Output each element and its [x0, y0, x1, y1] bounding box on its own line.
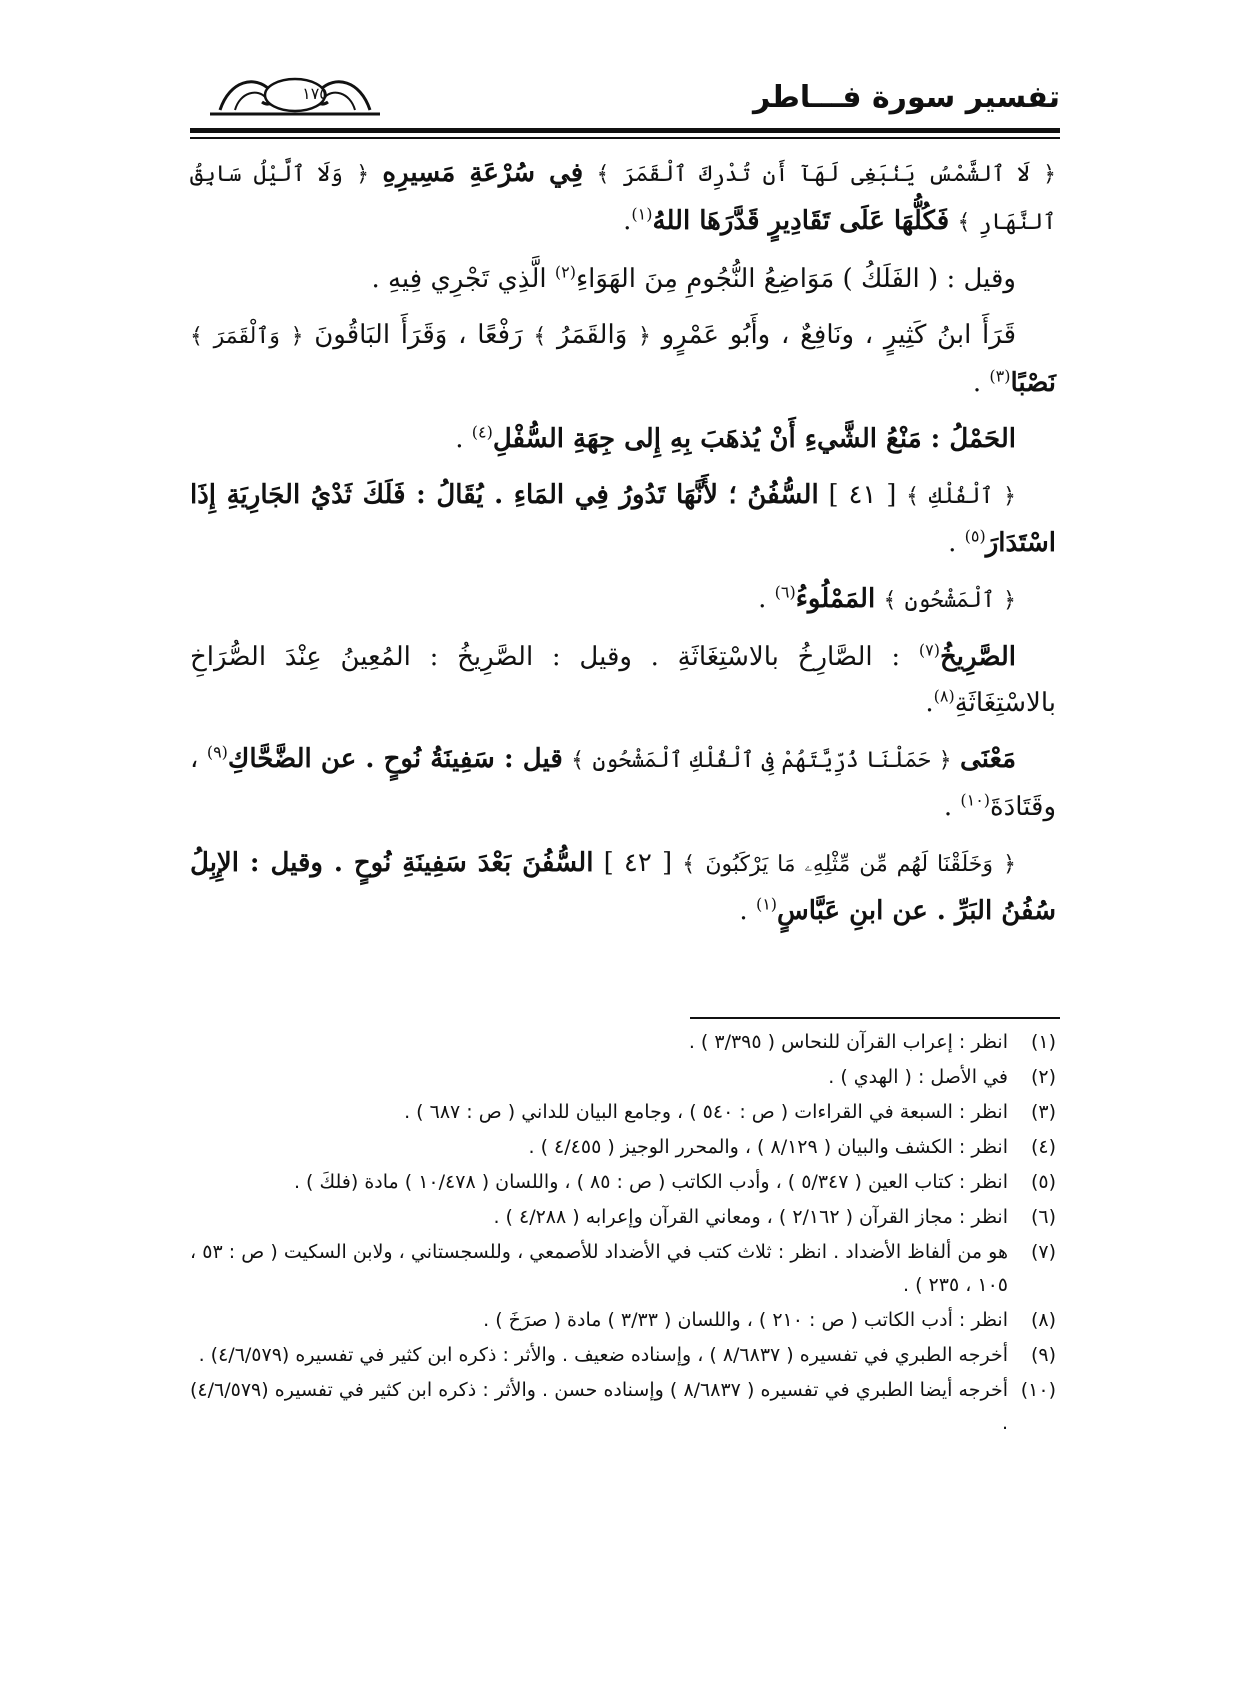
commentary-text: السُّفُنَ بَعْدَ سَفِينَةِ نُوحٍ . وقيل : الإِبِلُ سُفُنُ البَرِّ . عن ابنِ عَبَّاسٍ: [190, 848, 1056, 926]
quran-close-bracket: ﴾: [533, 324, 547, 349]
commentary-text: المَمْلُوءُ: [795, 584, 876, 614]
commentary-text: قيل : سَفِينَةُ نُوحٍ . عن الضَّحَّاكِ: [227, 744, 563, 774]
footnote-text: انظر : أدب الكاتب ( ص : ٢١٠ ) ، واللسان ( ٣/٣٣ ) مادة ( صرَخَ ) .: [483, 1309, 1008, 1331]
footnote-number: (٧): [1030, 1241, 1056, 1263]
footnote-ref: (٢): [554, 262, 576, 282]
punctuation: .: [972, 368, 982, 398]
quran-text: ٱلْفُلْكِ: [928, 484, 994, 509]
commentary-text: الحَمْلُ : مَنْعُ الشَّيءِ أَنْ يُذهَبَ بِهِ إِلى جِهَةِ السُّفْلِ: [492, 424, 1016, 454]
quran-open-bracket: ﴿: [356, 162, 370, 187]
punctuation: .: [948, 528, 957, 558]
footnote-9: [190, 1339, 1056, 1372]
quran-text: وَالقَمَرُ: [557, 320, 628, 350]
footnote-ref: (١): [755, 894, 778, 914]
header-rule-thin: [190, 137, 1060, 139]
footnote-text: أخرجه أيضا الطبري في تفسيره ( ٨/٦٨٣٧ ) وإسناده حسن . والأثر : ذكره ابن كثير في تفسيره (٤/٦/٥٧٩) .: [190, 1379, 1008, 1434]
footnote-ref: (١٠): [960, 790, 991, 810]
quran-text: وَخَلَقْنَا لَهُم مِّن مِّثْلِهِۦ مَا يَرْكَبُونَ: [705, 852, 993, 877]
paragraph-8: [190, 736, 1056, 830]
quran-text: وَلَا ٱلَّيْلُ سَابِقُ ٱلنَّهَارِ: [190, 162, 1056, 235]
quran-close-bracket: ﴾: [883, 588, 897, 613]
commentary-text: السُّفُنُ ؛ لأَنَّهَا تَدُورُ فِي المَاءِ . يُقَالُ : فَلَكَ ثَدْيُ الجَارِيَةِ إِذَا اسْتَدَارَ: [190, 480, 1056, 558]
commentary-text: الصَّرِيخُ: [939, 642, 1017, 672]
footnote-6: [190, 1201, 1056, 1234]
punctuation: .: [758, 584, 767, 614]
page-number-ornament: [210, 70, 380, 118]
footnote-text: انظر : إعراب القرآن للنحاس ( ٣/٣٩٥ ) .: [688, 1031, 1008, 1053]
punctuation: .: [943, 792, 953, 822]
footnote-2: [190, 1061, 1056, 1094]
commentary-text: نَصْبًا: [1010, 368, 1056, 398]
paragraph-2: [190, 256, 1056, 302]
footnote-number: (١٠): [1020, 1379, 1056, 1401]
footnote-text: هو من ألفاظ الأضداد . انظر : ثلاث كتب في الأضداد للأصمعي ، وللسجستاني ، ولابن السكيت ( ص : ٥٣ ، ١٠٥ ، ٢٣٥ ) .: [190, 1241, 1008, 1296]
quran-open-bracket: ﴿: [938, 748, 952, 773]
footnote-text: في الأصل : ( الهدي ) .: [828, 1066, 1008, 1088]
page-number: ١٧٥: [302, 84, 328, 103]
quran-close-bracket: ﴾: [682, 852, 696, 877]
footnote-10: [190, 1374, 1056, 1440]
quran-close-bracket: ﴾: [957, 210, 971, 235]
commentary-text: رَفْعًا ، وَقَرَأَ البَاقُونَ: [314, 320, 523, 350]
footnote-7: [190, 1236, 1056, 1302]
footnote-8: [190, 1304, 1056, 1337]
commentary-text: فِي سُرْعَةِ مَسِيرِهِ: [382, 158, 584, 188]
paragraph-9: [190, 840, 1056, 934]
paragraph-5: [190, 472, 1056, 566]
paragraph-6: [190, 576, 1056, 624]
footnote-number: (٤): [1030, 1136, 1056, 1158]
quran-close-bracket: ﴾: [596, 162, 610, 187]
footnote-number: (٥): [1030, 1171, 1056, 1193]
header-rule: [190, 128, 1060, 133]
footnote-text: أخرجه الطبري في تفسيره ( ٨/٦٨٣٧ ) ، وإسناده ضعيف . والأثر : ذكره ابن كثير في تفسيره (٤/٦/٥٧٩) .: [198, 1344, 1008, 1366]
verse-number: [ ٤١ ]: [828, 480, 897, 510]
punctuation: .: [739, 896, 748, 926]
paragraph-3: [190, 312, 1056, 406]
commentary-text: ، وقَتَادَةَ: [190, 744, 1056, 822]
quran-open-bracket: ﴿: [290, 324, 304, 349]
paragraph-1: [190, 150, 1056, 246]
footnote-5: [190, 1166, 1056, 1199]
footnote-4: [190, 1131, 1056, 1164]
paragraph-4: [190, 416, 1056, 462]
quran-text: لَا ٱلشَّمْسُ يَنۢبَغِى لَهَآ أَن تُدْرِكَ ٱلْقَمَرَ: [622, 162, 1030, 187]
commentary-text: فَكُلُّهَا عَلَى تَقَادِيرٍ قَدَّرَهَا اللهُ: [652, 206, 950, 236]
quran-text: ٱلْمَشْحُونِ: [904, 588, 995, 613]
quran-open-bracket: ﴿: [1003, 588, 1016, 613]
quran-open-bracket: ﴿: [1043, 162, 1056, 187]
footnote-ref: (٣): [989, 366, 1011, 386]
quran-close-bracket: ﴾: [906, 484, 920, 509]
footnote-ref: (٦): [774, 582, 796, 602]
footnotes: [190, 1026, 1056, 1442]
footnote-text: انظر : السبعة في القراءات ( ص : ٥٤٠ ) ، وجامع البيان للداني ( ص : ٦٨٧ ) .: [404, 1101, 1008, 1123]
surah-title: تفسير سورة فـــاطر: [752, 80, 1060, 115]
footnote-ref: (٩): [206, 742, 228, 762]
quran-open-bracket: ﴿: [1003, 852, 1016, 877]
page-header: [190, 60, 1060, 120]
footnote-ref: (٨): [933, 686, 955, 706]
quran-close-bracket: ﴾: [571, 748, 585, 773]
footnote-1: [190, 1026, 1056, 1059]
footnote-text: انظر : كتاب العين ( ٥/٣٤٧ ) ، وأدب الكاتب ( ص : ٨٥ ) ، واللسان ( ١٠/٤٧٨ ) مادة (فلكَ ) .: [293, 1171, 1008, 1193]
commentary-text: مَعْنَى: [960, 744, 1017, 774]
footnote-number: (١): [1030, 1031, 1056, 1053]
paragraph-7: [190, 634, 1056, 726]
footnote-number: (٦): [1030, 1206, 1056, 1228]
commentary-text: الَّذِي تَجْرِي فِيهِ .: [371, 264, 547, 294]
quran-open-bracket: ﴿: [637, 324, 651, 349]
commentary-text: وقيل : ( الفَلَكُ ) مَوَاضِعُ النُّجُومِ مِنَ الهَوَاءِ: [575, 264, 1016, 294]
footnote-number: (٣): [1030, 1101, 1056, 1123]
footnote-number: (٢): [1030, 1066, 1056, 1088]
quran-open-bracket: ﴿: [1003, 484, 1017, 509]
punctuation: .: [455, 424, 464, 454]
verse-number: [ ٤٢ ]: [603, 848, 673, 878]
footnote-separator: [690, 1017, 1060, 1019]
commentary-text: قَرَأَ ابنُ كَثِيرٍ ، ونَافِعٌ ، وأَبُو عَمْرٍو: [661, 320, 1017, 350]
footnote-ref: (١): [631, 204, 653, 224]
main-text: [190, 150, 1056, 944]
punctuation: .: [623, 206, 632, 236]
footnote-ref: (٤): [471, 422, 493, 442]
footnote-number: (٨): [1030, 1309, 1056, 1331]
footnote-ref: (٧): [918, 640, 940, 660]
footnote-3: [190, 1096, 1056, 1129]
footnote-text: انظر : الكشف والبيان ( ٨/١٢٩ ) ، والمحرر الوجيز ( ٤/٤٥٥ ) .: [528, 1136, 1008, 1158]
commentary-text: : الصَّارِخُ بالاسْتِغَاثَةِ . وقيل : الصَّرِيخُ : المُعِينُ عِنْدَ الصُّرَاخِ بالاسْتِغَاثَةِ: [190, 642, 1056, 718]
quran-close-bracket: ﴾: [190, 324, 203, 349]
footnote-number: (٩): [1030, 1344, 1056, 1366]
footnote-ref: (٥): [964, 526, 986, 546]
punctuation: .: [925, 688, 934, 718]
quran-text: وَٱلْقَمَرَ: [213, 324, 280, 349]
footnote-text: انظر : مجاز القرآن ( ٢/١٦٢ ) ، ومعاني القرآن وإعرابه ( ٤/٢٨٨ ) .: [493, 1206, 1008, 1228]
quran-text: حَمَلْنَا ذُرِّيَّتَهُمْ فِى ٱلْفُلْكِ ٱلْمَشْحُونِ: [592, 748, 931, 773]
